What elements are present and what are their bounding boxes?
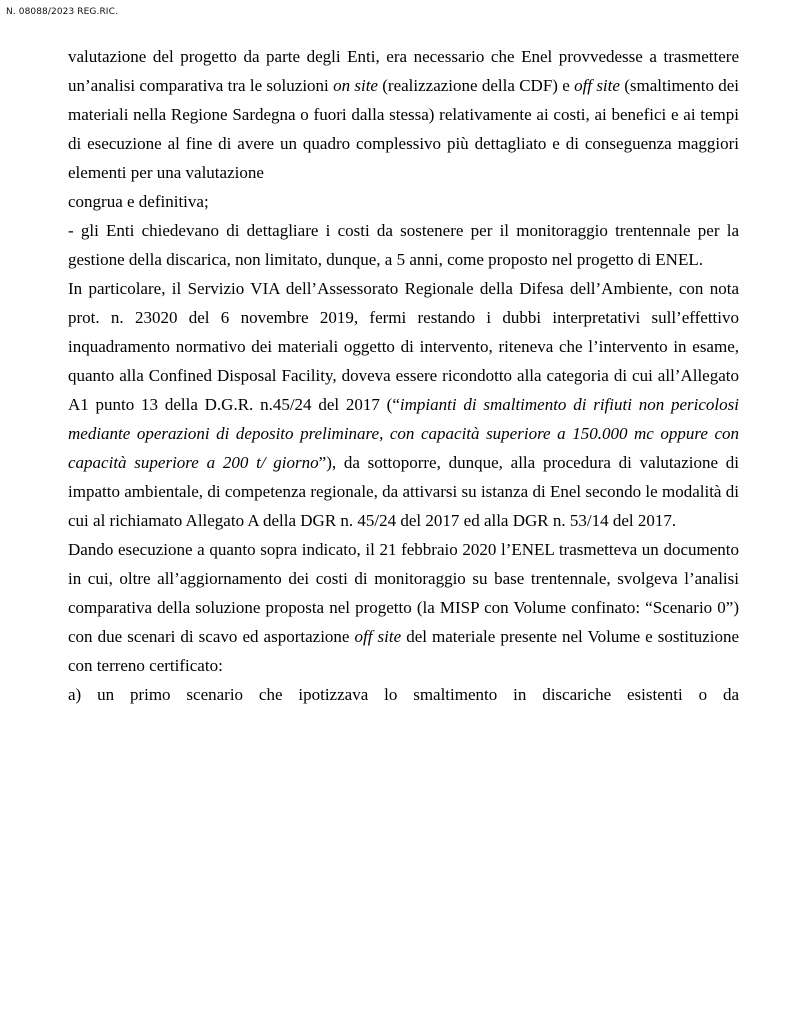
italic-text-run: off site bbox=[354, 627, 402, 646]
text-run: (smaltimento dei materiali nella Regione Sardegna o fuori dalla stessa) relativamente ai costi, ai benefici e ai tempi di esecuzione al fine di avere un quadro complessivo più dettagliato e di conseguenza maggiori elementi per una valutazione bbox=[68, 76, 740, 182]
text-run: In particolare, il Servizio VIA dell’Assessorato Regionale della Difesa dell’Ambiente, con nota prot. n. 23020 del 6 novembre 2019, fermi restando i dubbi interpretativi sull’effettivo inquadramento normativo dei materiali oggetto di intervento, riteneva che l’intervento in esame, quanto alla Confined Disposal Facility, doveva essere ricondotto alla categoria di cui all’Allegato A1 punto 13 della D.G.R. n.45/24 del 2017 (“ bbox=[68, 279, 739, 414]
italic-text-run: impianti di smaltimento di rifiuti non pericolosi mediante operazioni di deposito preliminare, con capacità superiore a 150.000 mc oppure con capacità superiore a 200 t/ giorno bbox=[68, 395, 739, 472]
text-run: a) un primo scenario che ipotizzava lo smaltimento in discariche esistenti o da bbox=[68, 685, 739, 704]
document-reference-number: N. 08088/2023 REG.RIC. bbox=[6, 7, 118, 17]
text-run: Dando esecuzione a quanto sopra indicato, il 21 febbraio 2020 l’ENEL trasmetteva un documento in cui, oltre all’aggiornamento dei costi di monitoraggio su base trentennale, svolgeva l’analisi comparativa della soluzione proposta nel progetto (la MISP con Volume confinato: “Scenario 0”) con due scenari di scavo ed asportazione bbox=[68, 540, 739, 646]
paragraph-p2 bbox=[68, 187, 739, 216]
paragraph-p6 bbox=[68, 680, 739, 709]
text-run: congrua e definitiva; bbox=[68, 192, 209, 211]
text-run: valutazione del progetto da parte degli Enti, era necessario che Enel provvedesse a trasmettere un’analisi comparativa tra le soluzioni bbox=[68, 47, 739, 95]
text-run: (realizzazione della CDF) e bbox=[377, 76, 575, 95]
text-run: - gli Enti chiedevano di dettagliare i costi da sostenere per il monitoraggio trentennale per la gestione della discarica, non limitato, dunque, a 5 anni, come proposto nel progetto di ENEL. bbox=[68, 221, 739, 269]
text-run: del materiale presente nel Volume e sostituzione con terreno certificato: bbox=[68, 627, 739, 675]
paragraph-p4 bbox=[68, 274, 739, 535]
italic-text-run: on site bbox=[333, 76, 378, 95]
document-body bbox=[68, 42, 739, 709]
italic-text-run: off site bbox=[574, 76, 620, 95]
paragraph-p5 bbox=[68, 535, 739, 680]
text-run: ”), da sottoporre, dunque, alla procedura di valutazione di impatto ambientale, di competenza regionale, da attivarsi su istanza di Enel secondo le modalità di cui al richiamato Allegato A della DGR n. 45/24 del 2017 ed alla DGR n. 53/14 del 2017. bbox=[68, 453, 739, 530]
paragraph-p3 bbox=[68, 216, 739, 274]
paragraph-p1 bbox=[68, 42, 739, 187]
